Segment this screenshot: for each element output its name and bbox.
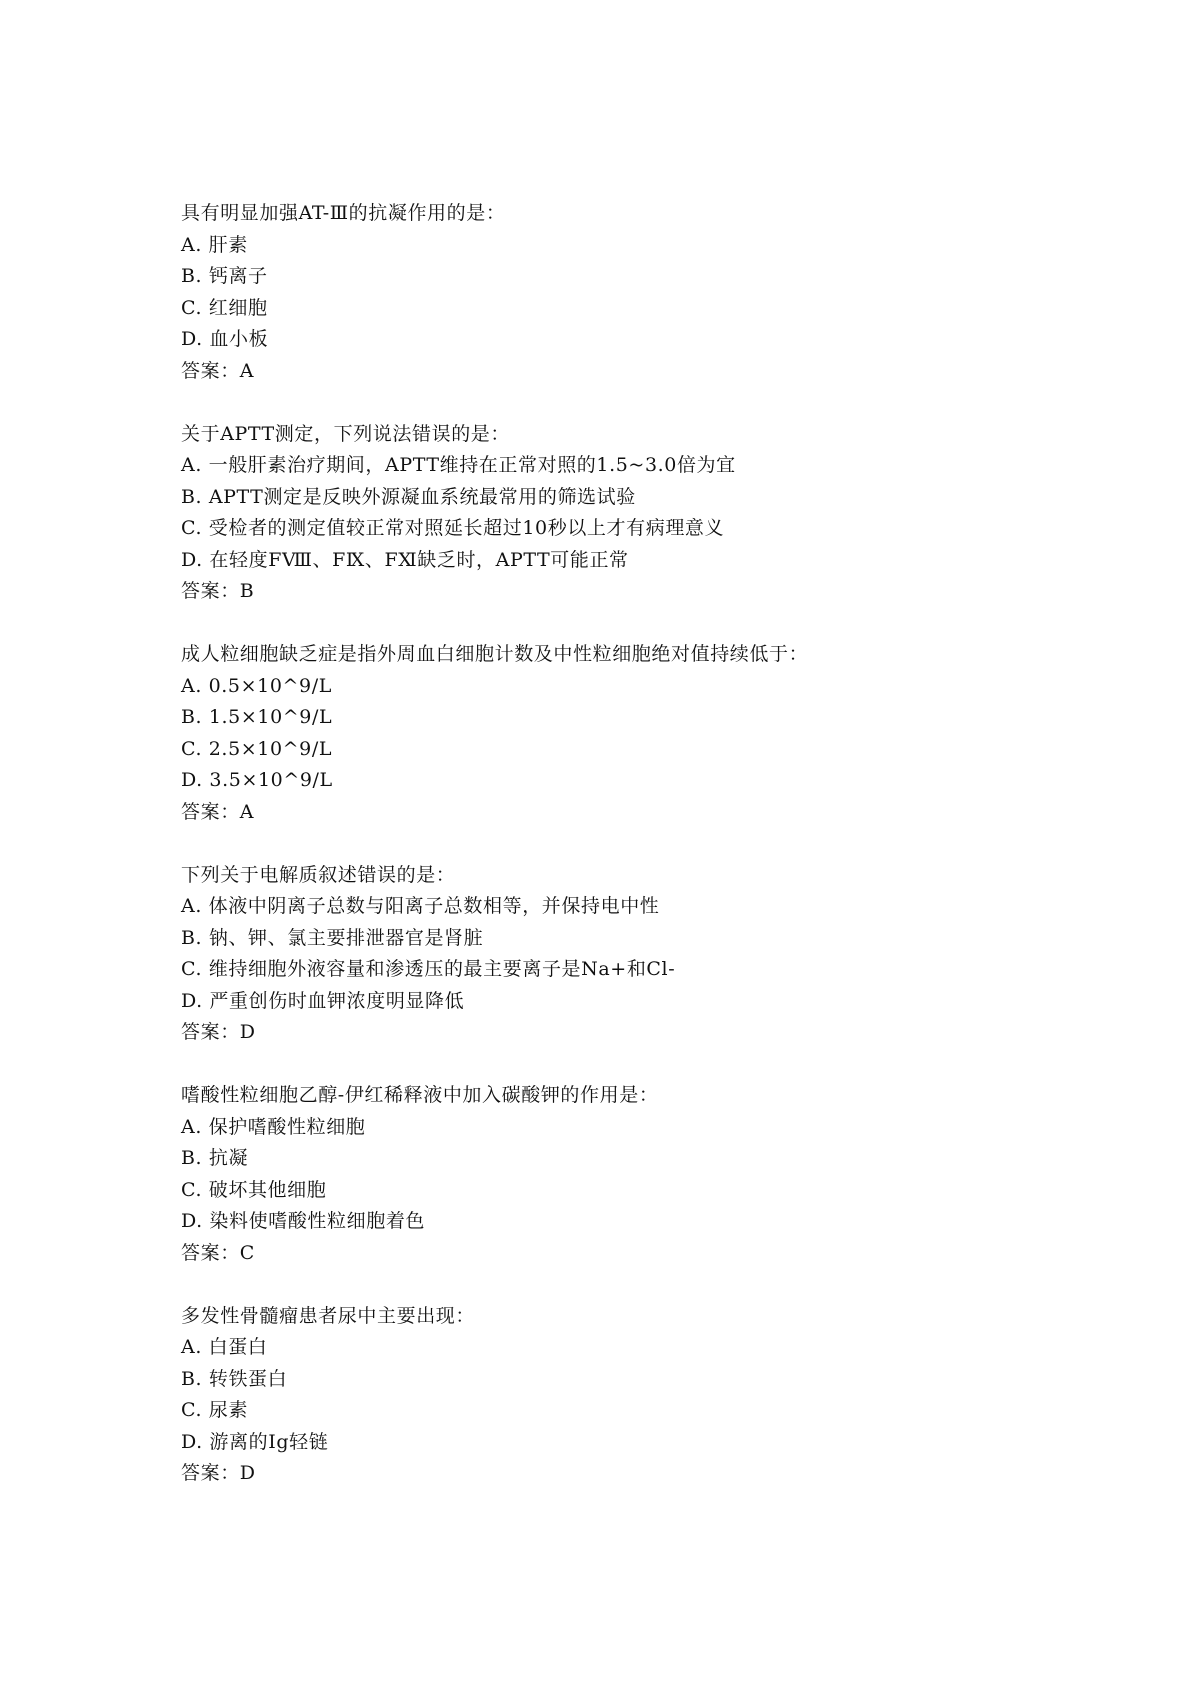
option-d: D. 严重创伤时血钾浓度明显降低 (181, 989, 465, 1012)
question-block (181, 419, 1081, 608)
option-d: D. 在轻度FⅧ、FⅨ、FⅪ缺乏时，APTT可能正常 (181, 548, 629, 571)
question-stem: 嗜酸性粒细胞乙醇-伊红稀释液中加入碳酸钾的作用是： (181, 1084, 659, 1106)
option-c: C. 红细胞 (181, 296, 268, 319)
answer-line: 答案：A (181, 800, 255, 823)
spacer (181, 1269, 1081, 1301)
option-b: B. 钙离子 (181, 265, 268, 287)
document-page (181, 198, 1081, 1490)
spacer (181, 828, 1081, 860)
option-b: B. 抗凝 (181, 1147, 249, 1169)
answer-line: 答案：C (181, 1241, 255, 1264)
question-block (181, 860, 1081, 1049)
option-c: C. 2.5×10^9/L (181, 737, 333, 760)
option-b: B. 钠、钾、氯主要排泄器官是肾脏 (181, 926, 484, 949)
option-c: C. 受检者的测定值较正常对照延长超过10秒以上才有病理意义 (181, 517, 725, 539)
spacer (181, 608, 1081, 640)
question-block (181, 639, 1081, 828)
answer-line: 答案：D (181, 1462, 256, 1484)
question-block (181, 1080, 1081, 1269)
option-d: D. 染料使嗜酸性粒细胞着色 (181, 1210, 426, 1232)
spacer (181, 1049, 1081, 1081)
option-d: D. 游离的Ig轻链 (181, 1430, 329, 1453)
question-stem: 成人粒细胞缺乏症是指外周血白细胞计数及中性粒细胞绝对值持续低于： (181, 643, 809, 665)
option-d: D. 血小板 (181, 328, 269, 350)
question-stem: 下列关于电解质叙述错误的是： (181, 863, 456, 886)
option-b: B. APTT测定是反映外源凝血系统最常用的筛选试验 (181, 485, 636, 508)
question-stem: 关于APTT测定，下列说法错误的是： (181, 422, 511, 445)
question-block (181, 198, 1081, 387)
option-b: B. 1.5×10^9/L (181, 706, 333, 728)
option-c: C. 维持细胞外液容量和渗透压的最主要离子是Na+和Cl- (181, 958, 676, 980)
option-c: C. 破坏其他细胞 (181, 1178, 327, 1201)
spacer (181, 387, 1081, 419)
option-a: A. 肝素 (181, 233, 248, 256)
answer-line: 答案：B (181, 580, 255, 602)
question-stem: 具有明显加强AT-Ⅲ的抗凝作用的是： (181, 202, 506, 224)
option-a: A. 体液中阴离子总数与阳离子总数相等，并保持电中性 (181, 895, 660, 917)
option-b: B. 转铁蛋白 (181, 1367, 288, 1390)
option-a: A. 保护嗜酸性粒细胞 (181, 1115, 366, 1138)
option-a: A. 一般肝素治疗期间，APTT维持在正常对照的1.5~3.0倍为宜 (181, 454, 736, 476)
option-d: D. 3.5×10^9/L (181, 769, 333, 791)
option-a: A. 0.5×10^9/L (181, 674, 332, 697)
answer-line: 答案：A (181, 359, 255, 382)
option-c: C. 尿素 (181, 1399, 248, 1421)
question-block (181, 1301, 1081, 1490)
answer-line: 答案：D (181, 1021, 256, 1043)
question-stem: 多发性骨髓瘤患者尿中主要出现： (181, 1304, 476, 1327)
option-a: A. 白蛋白 (181, 1336, 268, 1358)
